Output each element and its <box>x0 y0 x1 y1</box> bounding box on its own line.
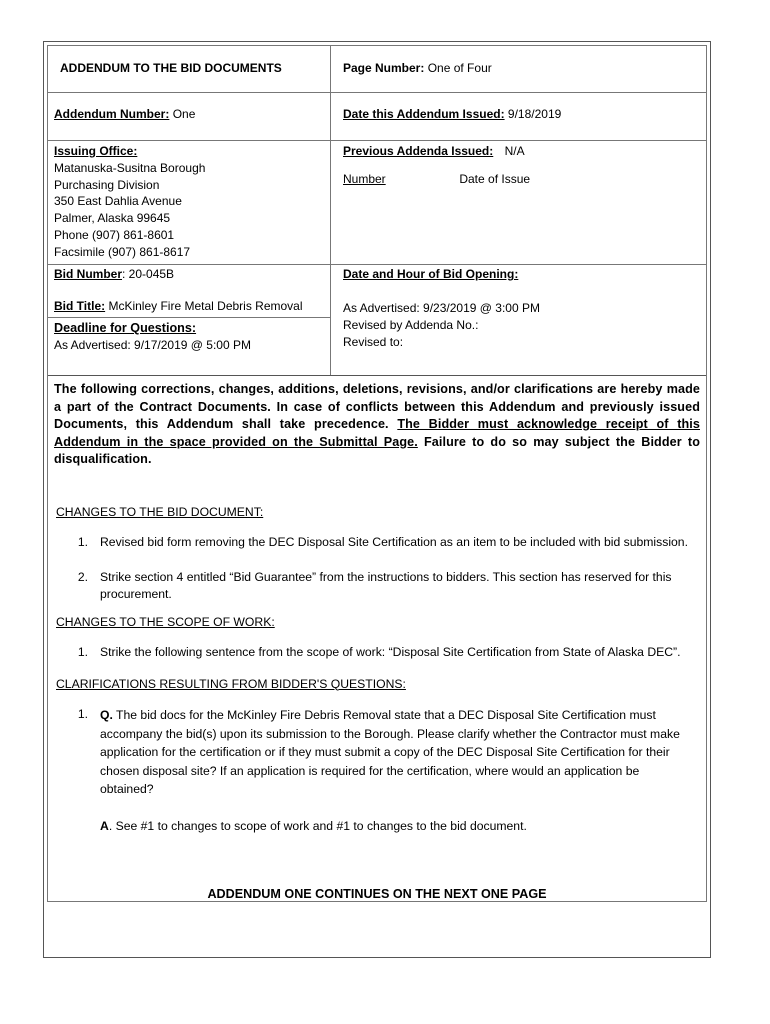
scope-changes <box>48 614 706 662</box>
deadline-value: As Advertised: 9/17/2019 @ 5:00 PM <box>54 338 251 352</box>
section-title: CHANGES TO THE SCOPE OF WORK: <box>56 614 275 629</box>
page-number-label: Page Number: <box>343 61 425 75</box>
bid-title-label: Bid Title: <box>54 299 106 313</box>
bid-opening-line: As Advertised: 9/23/2019 @ 3:00 PM <box>343 301 540 315</box>
bid-number-value: : 20-045B <box>122 267 175 281</box>
list-item <box>56 569 698 604</box>
date-issued-value: 9/18/2019 <box>507 107 562 121</box>
section-title: CLARIFICATIONS RESULTING FROM BIDDER'S QUESTIONS: <box>56 676 406 691</box>
question-text: The bid docs for the McKinley Fire Debris Removal state that a DEC Disposal Site Certification must accompany the bid(s) upon its submission to the Borough. Please clarify whether the Contractor must make application for the certification or if they must submit a copy of the DEC Disposal Site Certification for their chosen disposal site? If an application is required for the certification, where would an application be obtained? <box>100 708 680 796</box>
addendum-number-row <box>48 93 706 141</box>
continuation-notice: ADDENDUM ONE CONTINUES ON THE NEXT ONE PAGE <box>207 887 547 901</box>
office-line: Facsimile (907) 861-8617 <box>54 244 191 259</box>
date-column-header: Date of Issue <box>459 172 531 186</box>
answer-text: . See #1 to changes to scope of work and #1 to changes to the bid document. <box>108 818 527 833</box>
item-number: 2. <box>77 569 88 584</box>
previous-addenda-label: Previous Addenda Issued: <box>343 144 494 158</box>
bid-info-row <box>48 265 706 376</box>
date-issued-label: Date this Addendum Issued: <box>343 107 505 121</box>
section-title: CHANGES TO THE BID DOCUMENT: <box>56 504 264 519</box>
office-line: Purchasing Division <box>54 177 160 192</box>
page-number-value: One of Four <box>427 61 492 75</box>
addendum-number-value: One <box>172 107 196 121</box>
item-text: Strike the following sentence from the scope of work: “Disposal Site Certification from State of Alaska DEC”. <box>100 645 681 659</box>
intro-acknowledge-text: The Bidder must acknowledge receipt of this Addendum in the space provided on the Submittal Page. <box>54 417 700 449</box>
list-item <box>56 534 698 552</box>
page-number-cell <box>331 46 706 92</box>
list-item <box>56 644 698 662</box>
number-column-header: Number <box>343 172 386 186</box>
deadline-label: Deadline for Questions: <box>54 321 197 335</box>
clarifications <box>48 676 706 836</box>
answer-label: A <box>100 818 109 833</box>
bid-number-label: Bid Number <box>54 267 123 281</box>
list-item <box>56 706 698 835</box>
item-text: Revised bid form removing the DEC Disposal Site Certification as an item to be included with bid submission. <box>100 535 688 549</box>
office-line: 350 East Dahlia Avenue <box>54 194 182 209</box>
item-number: 1. <box>77 707 88 721</box>
bid-opening-label: Date and Hour of Bid Opening: <box>343 267 519 281</box>
question-label: Q. <box>100 708 113 722</box>
previous-addenda-value: N/A <box>504 144 525 158</box>
bid-document-changes <box>48 504 706 604</box>
item-text: Strike section 4 entitled “Bid Guarantee” from the instructions to bidders. This section has reserved for this procurement. <box>100 569 672 601</box>
office-line: Palmer, Alaska 99645 <box>54 211 171 226</box>
intro-text: The following corrections, changes, additions, deletions, revisions, and/or clarifications are hereby made a part of the Contract Documents. In case of conflicts between this Addendum and previously issued Documents, this Addendum shall take precedence. <box>54 382 700 431</box>
issuing-office-row <box>48 141 706 265</box>
intro-end-text: Failure to do so may subject the Bidder to disqualification. <box>54 434 700 466</box>
item-number: 1. <box>77 645 88 659</box>
bid-opening-line: Revised by Addenda No.: <box>343 318 479 332</box>
issuing-office-label: Issuing Office: <box>54 144 138 158</box>
office-line: Phone (907) 861-8601 <box>54 227 175 242</box>
intro-paragraph <box>48 376 706 469</box>
office-line: Matanuska-Susitna Borough <box>54 160 206 175</box>
addendum-number-label: Addendum Number: <box>54 107 170 121</box>
addendum-form <box>47 45 707 902</box>
bid-opening-line: Revised to: <box>343 335 404 349</box>
document-title: ADDENDUM TO THE BID DOCUMENTS <box>60 61 282 75</box>
header-row <box>48 46 706 93</box>
item-number: 1. <box>77 535 88 549</box>
bid-title-value: McKinley Fire Metal Debris Removal <box>105 299 303 313</box>
title-cell <box>48 46 331 92</box>
